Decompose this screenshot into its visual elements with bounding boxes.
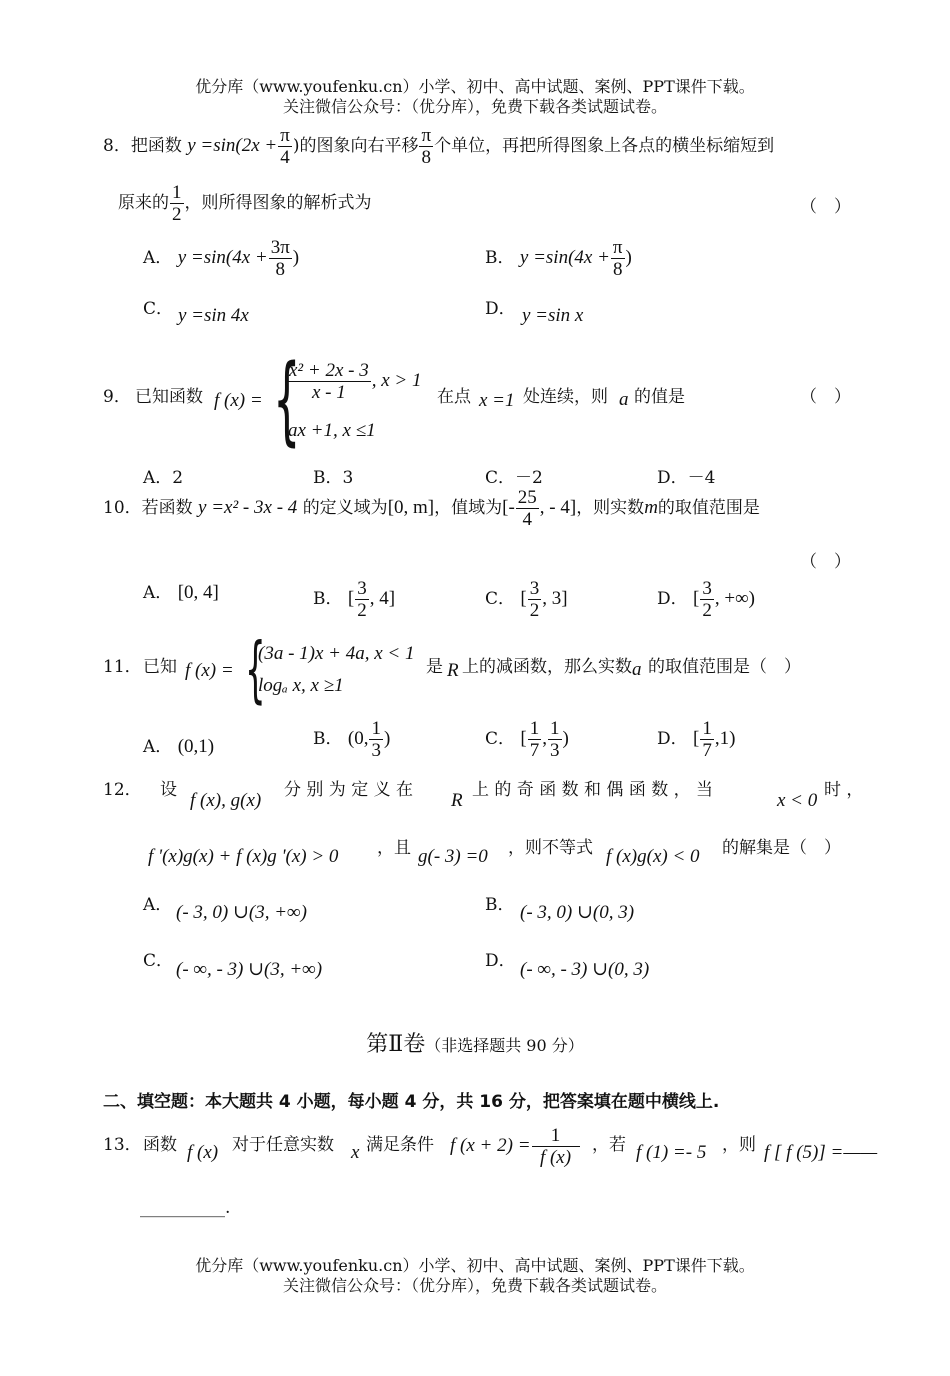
- q13-eq-frac: [532, 1125, 580, 1168]
- q8-frac-num: π: [280, 125, 290, 146]
- q10-m: m: [644, 497, 658, 518]
- q12-c-expr: (- ∞, - 3) ∪(3, +∞): [176, 959, 323, 980]
- q13-text-5: ，则: [722, 1135, 756, 1155]
- q8-b-num: π: [612, 237, 623, 258]
- q12-g-condition: g(- 3) =0: [418, 846, 488, 867]
- q9-option-a: A．2: [143, 468, 184, 488]
- q8-stem-line1: [103, 125, 774, 168]
- q9-option-c: C．－2: [485, 468, 543, 488]
- q11-option-d: [657, 718, 735, 761]
- q12-d-label: D．: [485, 951, 516, 971]
- q11-c-den2: 3: [550, 740, 560, 761]
- q10-range-frac: [516, 487, 539, 530]
- q10-answer-bracket: （ ）: [800, 552, 851, 572]
- q12-a-label: A．: [143, 895, 173, 915]
- q12-text-3: 上 的 奇 函 数 和 偶 函 数 ， 当: [472, 780, 714, 800]
- q8-a-label: A．: [143, 248, 173, 268]
- q9-p1-cond: , x > 1: [371, 370, 422, 391]
- q10-b-label: B．: [313, 589, 343, 609]
- q8-frac-num-2: π: [421, 125, 432, 146]
- q12-functions: f (x), g(x): [190, 790, 262, 811]
- q8-a-pre: y =sin(4x +: [177, 247, 268, 268]
- q10-range-post: , - 4]: [539, 497, 577, 518]
- q11-b-pre: (0,: [347, 728, 369, 749]
- q13-text-4: ，若: [592, 1135, 626, 1155]
- q10-function: y =x² - 3x - 4: [198, 497, 298, 518]
- q9-piece-2: ax +1, x ≤1: [288, 420, 376, 441]
- q9-text-2: 在点: [437, 387, 471, 407]
- q8-b-post: ): [625, 247, 632, 268]
- q9-piece-1: [286, 360, 421, 403]
- q10-option-c: [485, 578, 568, 621]
- q11-b-num: 1: [371, 718, 381, 739]
- q8-frac-den: 4: [280, 147, 290, 168]
- q11-d-post: ,1): [714, 728, 736, 749]
- q9-piece-1-frac: [287, 360, 371, 403]
- q10-number: 10．: [103, 498, 142, 518]
- q10-c-frac: [528, 578, 542, 621]
- q12-R: R: [451, 790, 463, 811]
- q10-d-pre: [: [693, 588, 700, 609]
- q9-brace: {: [273, 344, 301, 456]
- q13-blank-start: ——: [843, 1142, 878, 1163]
- q12-inequality-2: f (x)g(x) < 0: [606, 846, 700, 867]
- q11-c-num1: 1: [529, 718, 540, 739]
- q11-d-den: 7: [702, 740, 712, 761]
- q8-c-label: C．: [143, 299, 174, 319]
- q10-a-label: A．: [143, 583, 173, 603]
- q10-text-1: 若函数: [141, 498, 193, 518]
- q9-p1-den: x - 1: [311, 382, 346, 403]
- q10-d-den: 2: [702, 600, 712, 621]
- q10-text-3: ，值域为: [434, 498, 503, 518]
- q11-d-num: 1: [702, 718, 712, 739]
- q11-c-label: C．: [485, 729, 516, 749]
- q10-b-frac: [355, 578, 369, 621]
- q12-text-2: 分 别 为 定 义 在: [284, 780, 414, 800]
- part2-title-line: [0, 1027, 950, 1058]
- q9-text-3: 处连续，则: [523, 387, 608, 407]
- q11-c-pre: [: [520, 728, 527, 749]
- q10-c-post: , 3]: [542, 588, 568, 609]
- q13-answer-blank: __________.: [140, 1198, 231, 1218]
- q8-text-3: 个单位，再把所得图象上各点的横坐标缩短到: [434, 136, 775, 156]
- q11-b-post: ): [383, 728, 391, 749]
- q10-text-2: 的定义域为: [302, 498, 388, 518]
- q11-d-pre: [: [693, 728, 700, 749]
- q10-d-num: 3: [702, 578, 712, 599]
- q11-text-4: 的取值范围是（ ）: [648, 657, 801, 677]
- q11-a-label: A．: [143, 737, 173, 757]
- part2-title: 第Ⅱ卷: [366, 1032, 426, 1057]
- q13-query-expr: f [ f (5)] =: [764, 1142, 844, 1163]
- q11-c-den1: 7: [529, 740, 540, 761]
- q10-b-den: 2: [357, 600, 367, 621]
- q11-a: a: [632, 659, 642, 680]
- q13-text-2: 对于任意实数: [232, 1135, 334, 1155]
- q9-number: 9．: [103, 387, 131, 407]
- q8-b-pre: y =sin(4x +: [519, 247, 610, 268]
- q11-c-mid: ,: [542, 728, 547, 749]
- q8-fraction-half: [170, 182, 184, 225]
- q11-d-frac: [700, 718, 714, 761]
- q11-option-b: [313, 718, 390, 761]
- q12-text-6: ，则不等式: [508, 838, 593, 858]
- q9-answer-bracket: （ ）: [800, 387, 851, 407]
- q10-domain: [0, m]: [387, 497, 435, 518]
- q9-text-4: 的值是: [634, 387, 685, 407]
- q11-c-post: ): [562, 728, 569, 749]
- q13-query: [764, 1142, 877, 1164]
- q9-p1-num: x² + 2x - 3: [289, 360, 369, 381]
- q10-c-pre: [: [520, 588, 527, 609]
- q10-d-post: , +∞): [714, 588, 755, 609]
- q11-option-c: [485, 718, 569, 761]
- q8-b-den: 8: [612, 259, 623, 280]
- q9-function: f (x) =: [214, 390, 263, 411]
- q13-equation: [450, 1125, 581, 1168]
- q10-option-d: [657, 578, 755, 621]
- q12-number: 12．: [103, 780, 142, 800]
- q8-answer-bracket: （ ）: [800, 197, 851, 217]
- q13-eq-pre: f (x + 2) =: [450, 1135, 531, 1156]
- section-heading: 二、填空题：本大题共 4 小题，每小题 4 分，共 16 分，把答案填在题中横线上.: [103, 1092, 720, 1112]
- q8-fraction-pi-8: [419, 125, 433, 168]
- q11-R: R: [447, 660, 459, 681]
- q13-text-1: 函数: [143, 1135, 177, 1155]
- q9-option-d: D．－4: [657, 468, 716, 488]
- q13-function: f (x): [187, 1142, 219, 1163]
- q8-a-num: 3π: [270, 237, 290, 258]
- q8-text-2: )的图象向右平移: [292, 136, 419, 156]
- q8-frac-den-2: 8: [421, 147, 432, 168]
- q10-text-4: ，则实数: [576, 498, 645, 518]
- q10-stem-line1: [103, 487, 760, 530]
- q8-function: y =sin(2x +: [187, 135, 278, 156]
- q11-c-num2: 1: [550, 718, 560, 739]
- q8-half-den: 2: [172, 204, 182, 225]
- q10-b-post: , 4]: [369, 588, 396, 609]
- q8-a-frac: [269, 237, 292, 280]
- q10-option-b: [313, 578, 395, 621]
- q11-b-frac: [369, 718, 383, 761]
- q8-number: 8．: [103, 136, 131, 156]
- part2-subtitle: （非选择题共 90 分）: [425, 1036, 584, 1055]
- q11-text-1: 已知: [143, 657, 177, 677]
- q12-text-7: 的解集是（ ）: [722, 838, 841, 858]
- q10-c-den: 2: [529, 600, 540, 621]
- q8-text-1: 把函数: [130, 136, 182, 156]
- q13-text-3: 满足条件: [366, 1135, 434, 1155]
- q12-text-4: 时 ，: [824, 780, 864, 800]
- q11-d-label: D．: [657, 729, 688, 749]
- q10-range-pre: [-: [502, 497, 515, 518]
- q8-d-label: D．: [485, 299, 516, 319]
- q11-a-expr: (0,1): [177, 736, 215, 757]
- q11-b-den: 3: [371, 740, 381, 761]
- q11-piece-1: (3a - 1)x + 4a, x < 1: [258, 643, 415, 664]
- q9-point: x =1: [479, 390, 515, 411]
- footer-line-2: 关注微信公众号：（优分库），免费下载各类试题试卷。: [282, 1276, 667, 1295]
- q11-piece-2: logₐ x, x ≥1: [258, 675, 344, 696]
- q9-text-1: 已知函数: [135, 387, 203, 407]
- q12-text-1: 设: [160, 780, 177, 800]
- q10-range-den: 4: [522, 509, 533, 530]
- q12-d-expr: (- ∞, - 3) ∪(0, 3): [520, 959, 650, 980]
- q12-b-label: B．: [485, 895, 515, 915]
- q11-function: f (x) =: [185, 660, 234, 681]
- q11-option-a: [143, 732, 214, 758]
- q8-half-num: 1: [172, 182, 182, 203]
- header-line-1: 优分库（www.youfenku.cn）小学、初中、高中试题、案例、PPT课件下载。: [195, 77, 755, 96]
- q11-text-3: 上的减函数，那么实数: [462, 657, 632, 677]
- q10-c-num: 3: [529, 578, 540, 599]
- q11-c-frac-1: [528, 718, 542, 761]
- q8-a-post: ): [292, 247, 300, 268]
- q8-b-frac: [611, 237, 625, 280]
- q11-number: 11．: [103, 657, 142, 677]
- q13-eq-den: f (x): [539, 1147, 572, 1168]
- q11-b-label: B．: [313, 729, 343, 749]
- q13-given: f (1) =- 5: [636, 1142, 707, 1163]
- q9-a: a: [619, 389, 629, 410]
- q8-option-b: [485, 237, 632, 280]
- q12-c-label: C．: [143, 951, 174, 971]
- q10-text-5: 的取值范围是: [657, 498, 760, 518]
- q10-b-num: 3: [357, 578, 367, 599]
- q13-number: 13．: [103, 1135, 142, 1155]
- q10-d-label: D．: [657, 589, 688, 609]
- q8-fraction-pi-4: [278, 125, 292, 168]
- q8-option-a: [143, 237, 299, 280]
- q12-condition: x < 0: [777, 790, 818, 811]
- q13-eq-num: 1: [532, 1125, 580, 1147]
- q8-text-4: 原来的: [118, 193, 169, 213]
- q11-text-2: 是: [426, 657, 443, 677]
- q13-x: x: [351, 1142, 360, 1163]
- q10-c-label: C．: [485, 589, 516, 609]
- q12-text-5: ，且: [377, 838, 411, 858]
- q8-a-den: 8: [275, 259, 285, 280]
- q8-c-expr: y =sin 4x: [178, 305, 249, 326]
- q8-d-expr: y =sin x: [522, 305, 584, 326]
- footer-line-1: 优分库（www.youfenku.cn）小学、初中、高中试题、案例、PPT课件下载。: [195, 1256, 755, 1275]
- q8-stem-line2: [118, 182, 372, 225]
- q10-range-num: 25: [517, 487, 537, 508]
- q12-b-expr: (- 3, 0) ∪(0, 3): [520, 902, 635, 923]
- q10-b-pre: [: [347, 588, 355, 609]
- q12-a-expr: (- 3, 0) ∪(3, +∞): [176, 902, 307, 923]
- header-line-2: 关注微信公众号：（优分库），免费下载各类试题试卷。: [282, 97, 667, 116]
- q11-brace: {: [245, 627, 266, 711]
- q11-c-frac-2: [548, 718, 562, 761]
- q8-text-5: ，则所得图象的解析式为: [184, 193, 372, 213]
- q8-b-label: B．: [485, 248, 515, 268]
- q10-option-a: [143, 578, 219, 604]
- q10-d-frac: [700, 578, 714, 621]
- q9-option-b: B．3: [313, 468, 354, 488]
- q12-inequality: f '(x)g(x) + f (x)g '(x) > 0: [148, 846, 339, 867]
- q10-a-expr: [0, 4]: [177, 582, 219, 603]
